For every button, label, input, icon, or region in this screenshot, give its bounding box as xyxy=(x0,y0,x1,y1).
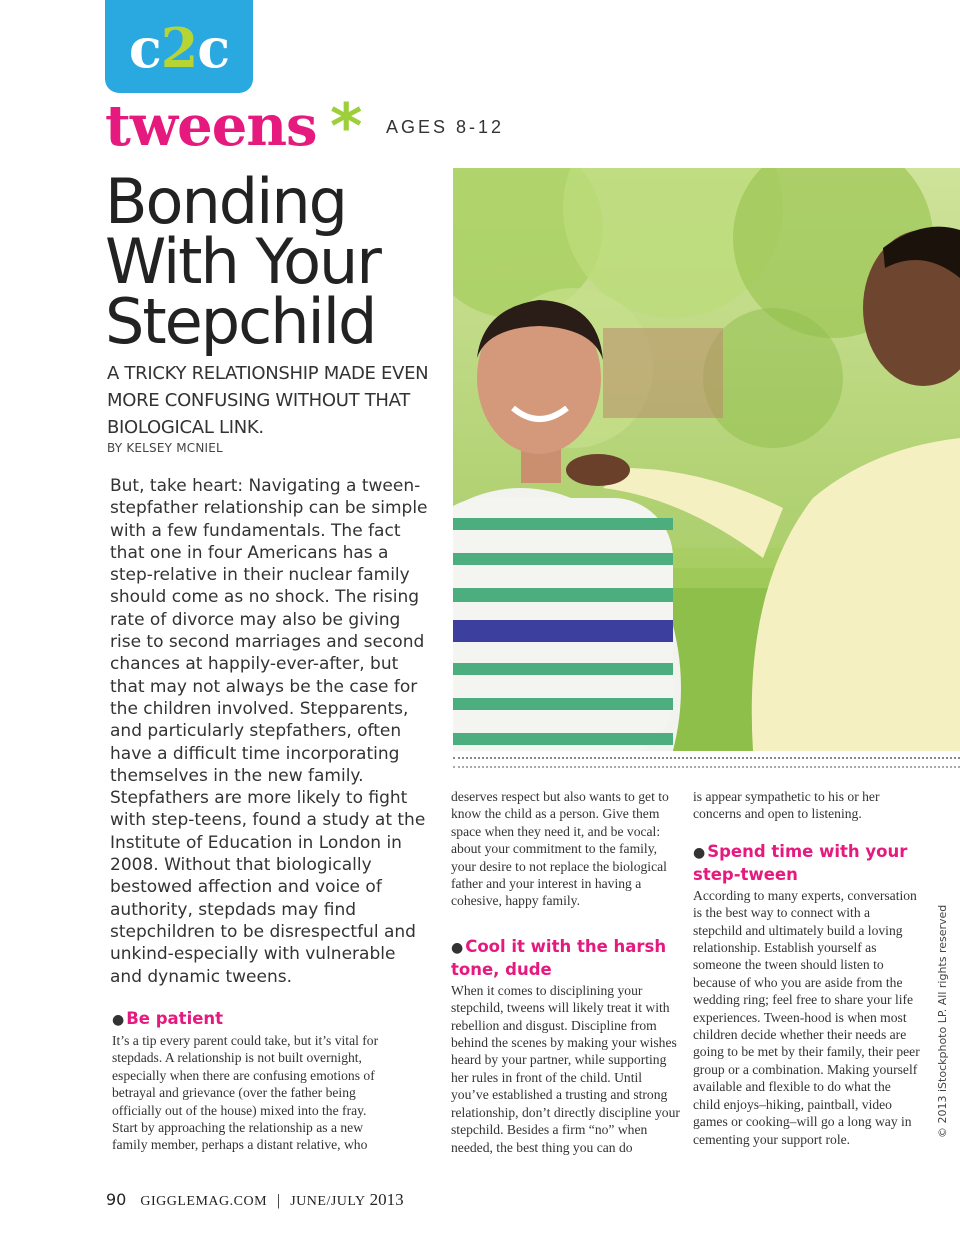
tip-body-be-patient: It’s a tip every parent could take, but it’s vital for stepdads. A relationship is not built overnight, especially when there are confusing emotions of betrayal and grievance (over the father being officially out of the house) mixed into the fray. Start by approaching the relationship as a new family member, perhaps a distant relative, who xyxy=(112,1033,379,1153)
divider-dotted-2 xyxy=(453,766,960,768)
article-photo xyxy=(453,168,960,751)
page-number: 90 xyxy=(106,1190,127,1209)
intro-paragraph: But, take heart: Navigating a tween-stepfather relationship can be simple with a few fundamentals. The fact that one in four Americans has a step-relative in their nuclear family should come as no shock. The rising rate of divorce may also be giving rise to second marriages and second chances at happily-ever-after, but that may not always be the case for the children involved. Stepparents, and particularly stepfathers, often have a difficult time incorporating themselves in the new family. Stepfathers are more likely to fight with step-teens, found a study at the Institute of Education in London in 2008. Without that biologically bestowed affection and voice of authority, stepdads may find stepchildren to be disrespectful and unkind-especially with vulnerable and dynamic tweens. xyxy=(110,476,428,987)
column-2-continuation: deserves respect but also wants to get to know the child as a person. Give them space when they need it, and be vocal: about your commitment to the family, your desire to not replace the biological father and your interest in having a cohesive, happy family. xyxy=(451,789,669,909)
stepfather-and-son-image xyxy=(453,168,960,751)
article-dek: A TRICKY RELATIONSHIP MADE EVEN MORE CONFUSING WITHOUT THAT BIOLOGICAL LINK. xyxy=(107,363,429,438)
footer-issue: JUNE/JULY xyxy=(290,1194,366,1209)
footer-site: GIGGLEMAG.COM xyxy=(140,1194,268,1209)
byline: BY KELSEY MCNIEL xyxy=(107,441,223,455)
article-headline xyxy=(105,165,445,358)
section-title: tweens xyxy=(105,93,317,159)
tip-body-spend-time: According to many experts, conversation is the best way to connect with a stepchild and ultimately build a loving relationship. Establish yourself as someone the tween should listen to because of who you are aside from the wedding ring; feel free to share your life experiences. Tween-hood is when most children decide whether their needs are going to be met by their family, their peer group or a combination. Making yourself available and flexible to do what the child enjoys–hiking, paintball, video games or cooking–will go a long way in cementing your support role. xyxy=(693,887,920,1147)
column-3 xyxy=(693,788,921,1148)
headline-line-1: Bonding xyxy=(105,165,346,238)
headline-line-2: With Your xyxy=(105,225,380,298)
tip-heading-spend-time: ● Spend time with your step-tween xyxy=(693,841,908,884)
photo-credit: © 2013 iStockphoto LP. All rights reserved xyxy=(936,904,949,1138)
column-2 xyxy=(451,788,681,1156)
footer-year: 2013 xyxy=(369,1190,404,1209)
headline-line-3: Stepchild xyxy=(105,285,376,358)
footer-separator: | xyxy=(277,1192,281,1209)
age-range: AGES 8-12 xyxy=(386,117,505,137)
column-3-continuation: is appear sympathetic to his or her concerns and open to listening. xyxy=(693,789,880,822)
column-1 xyxy=(112,1008,392,1154)
tip-body-cool-it: When it comes to disciplining your stepchild, tweens will likely treat it with rebellion and disgust. Discipline from behind the scenes by making your wishes heard by your partner, while supporting her rules in front of the child. Until you’ve established a trusting and strong relationship, don’t directly discipline your stepchild. Besides a firm “no” when needed, the best thing you can do xyxy=(451,982,680,1155)
divider-dotted-1 xyxy=(453,757,960,759)
asterisk-icon: * xyxy=(330,90,363,163)
brand-logo: c2c xyxy=(128,16,230,80)
tip-heading-cool-it: ● Cool it with the harsh tone, dude xyxy=(451,936,667,979)
page-footer xyxy=(106,1190,404,1210)
tip-heading-be-patient: ● Be patient xyxy=(112,1009,224,1028)
brand-tab xyxy=(105,0,253,93)
